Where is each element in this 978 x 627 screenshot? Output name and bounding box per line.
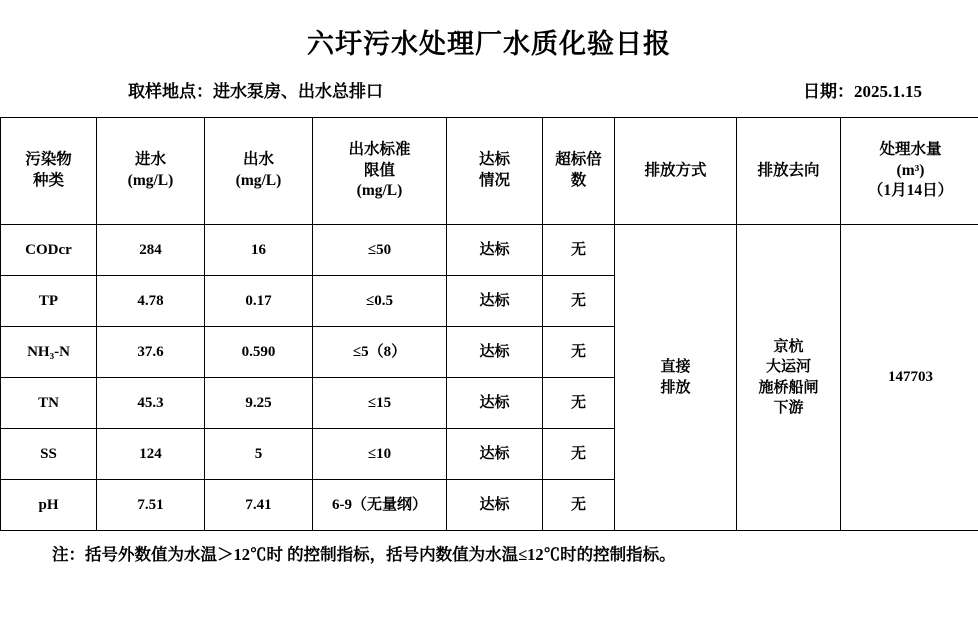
cell-exceed: 无 — [543, 276, 615, 327]
cell-exceed: 无 — [543, 327, 615, 378]
cell-compliance: 达标 — [447, 480, 543, 531]
header-standard-limit: 出水标准 限值 (mg/L) — [313, 118, 447, 225]
cell-effluent: 5 — [205, 429, 313, 480]
cell-effluent: 16 — [205, 225, 313, 276]
cell-standard: ≤0.5 — [313, 276, 447, 327]
header-influent: 进水 (mg/L) — [97, 118, 205, 225]
cell-pollutant: TN — [1, 378, 97, 429]
cell-standard: 6-9（无量纲） — [313, 480, 447, 531]
cell-compliance: 达标 — [447, 378, 543, 429]
water-quality-table — [0, 117, 978, 531]
cell-effluent: 9.25 — [205, 378, 313, 429]
cell-effluent: 7.41 — [205, 480, 313, 531]
header-effluent: 出水 (mg/L) — [205, 118, 313, 225]
cell-effluent: 0.590 — [205, 327, 313, 378]
report-page — [0, 22, 978, 627]
cell-pollutant: SS — [1, 429, 97, 480]
cell-pollutant: NH₃-N — [1, 327, 97, 378]
cell-discharge-destination: 京杭 大运河 施桥船闸 下游 — [737, 225, 841, 531]
cell-exceed: 无 — [543, 378, 615, 429]
header-discharge-destination: 排放去向 — [737, 118, 841, 225]
cell-discharge-mode: 直接 排放 — [615, 225, 737, 531]
header-compliance: 达标 情况 — [447, 118, 543, 225]
table-row — [1, 225, 978, 276]
cell-treated-volume: 147703 — [841, 225, 978, 531]
cell-exceed: 无 — [543, 480, 615, 531]
cell-pollutant: pH — [1, 480, 97, 531]
cell-pollutant: TP — [1, 276, 97, 327]
header-exceed-factor: 超标倍 数 — [543, 118, 615, 225]
cell-pollutant: CODcr — [1, 225, 97, 276]
table-header-row — [1, 118, 978, 225]
cell-compliance: 达标 — [447, 276, 543, 327]
cell-influent: 45.3 — [97, 378, 205, 429]
cell-influent: 124 — [97, 429, 205, 480]
cell-compliance: 达标 — [447, 327, 543, 378]
cell-exceed: 无 — [543, 429, 615, 480]
cell-standard: ≤5（8） — [313, 327, 447, 378]
cell-standard: ≤15 — [313, 378, 447, 429]
cell-influent: 4.78 — [97, 276, 205, 327]
cell-compliance: 达标 — [447, 429, 543, 480]
sampling-location: 取样地点：进水泵房、出水总排口 — [128, 77, 383, 102]
report-date: 日期：2025.1.15 — [803, 77, 922, 102]
cell-standard: ≤50 — [313, 225, 447, 276]
cell-standard: ≤10 — [313, 429, 447, 480]
header-discharge-mode: 排放方式 — [615, 118, 737, 225]
page-title: 六圩污水处理厂水质化验日报 — [0, 22, 978, 61]
cell-compliance: 达标 — [447, 225, 543, 276]
cell-influent: 37.6 — [97, 327, 205, 378]
footnote: 注：括号外数值为水温＞12℃时 的控制指标，括号内数值为水温≤12℃时的控制指标。 — [0, 541, 978, 565]
cell-influent: 7.51 — [97, 480, 205, 531]
cell-influent: 284 — [97, 225, 205, 276]
cell-exceed: 无 — [543, 225, 615, 276]
subheader — [0, 77, 978, 103]
header-pollutant: 污染物 种类 — [1, 118, 97, 225]
cell-effluent: 0.17 — [205, 276, 313, 327]
header-treated-volume: 处理水量 (m³) （1月14日） — [841, 118, 978, 225]
